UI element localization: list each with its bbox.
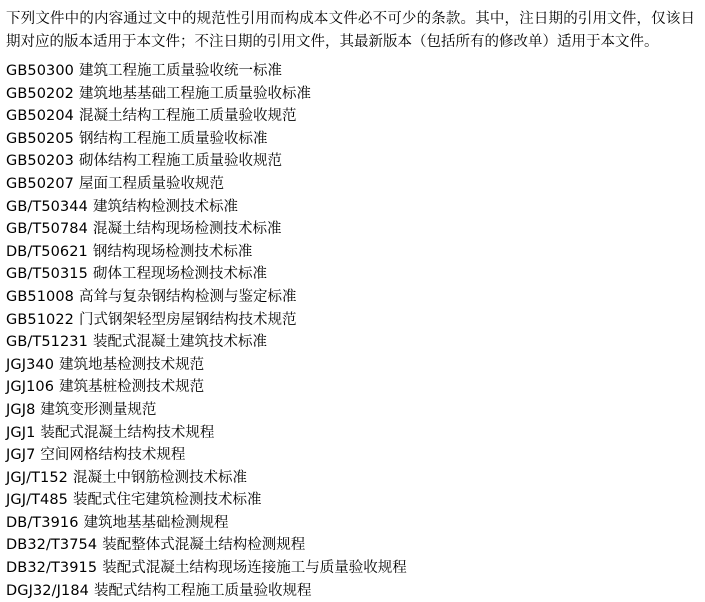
list-item bbox=[4, 512, 701, 535]
list-item bbox=[4, 580, 701, 602]
list-item bbox=[4, 489, 701, 512]
standard-title: 建筑地基基础工程施工质量验收标准 bbox=[79, 85, 312, 102]
standard-code: GB50300 bbox=[6, 63, 75, 79]
standard-code: JGJ106 bbox=[6, 379, 55, 396]
standard-title: 装配式混凝土建筑技术标准 bbox=[92, 334, 267, 351]
standard-title: 装配式结构工程施工质量验收规程 bbox=[93, 582, 312, 599]
standard-code: GB/T51231 bbox=[6, 334, 88, 351]
list-item bbox=[4, 241, 701, 264]
standard-title: 建筑基桩检测技术规范 bbox=[59, 379, 205, 396]
standard-title: 高耸与复杂钢结构检测与鉴定标准 bbox=[79, 288, 297, 305]
standard-code: GB50203 bbox=[6, 153, 75, 170]
list-item bbox=[4, 354, 701, 377]
list-item bbox=[4, 422, 701, 445]
list-item bbox=[4, 444, 701, 467]
standard-code: GB50207 bbox=[6, 175, 75, 192]
list-item bbox=[4, 331, 701, 354]
list-item bbox=[4, 534, 701, 557]
list-item bbox=[4, 309, 701, 332]
standard-code: GB51008 bbox=[6, 288, 75, 305]
standard-code: GB50204 bbox=[6, 108, 75, 125]
standard-code: DGJ32/J184 bbox=[6, 582, 89, 599]
standard-title: 混凝土中钢筋检测技术标准 bbox=[73, 469, 248, 486]
standard-title: 装配整体式混凝土结构检测规程 bbox=[102, 537, 306, 554]
list-item bbox=[4, 399, 701, 422]
standard-title: 建筑变形测量规范 bbox=[40, 401, 157, 418]
standard-title: 空间网格结构技术规程 bbox=[40, 447, 186, 464]
standard-title: 钢结构现场检测技术标准 bbox=[92, 243, 253, 260]
list-item bbox=[4, 83, 701, 106]
list-item bbox=[4, 467, 701, 490]
standard-code: DB/T50621 bbox=[6, 243, 88, 260]
list-item bbox=[4, 286, 701, 309]
standard-code: GB50205 bbox=[6, 130, 75, 147]
standards-list bbox=[4, 60, 701, 602]
standard-code: GB/T50344 bbox=[6, 198, 88, 215]
standard-code: GB/T50784 bbox=[6, 221, 88, 238]
standard-title: 建筑地基检测技术规范 bbox=[59, 356, 205, 373]
list-item bbox=[4, 173, 701, 196]
standard-code: JGJ7 bbox=[6, 447, 36, 464]
list-item bbox=[4, 150, 701, 173]
standard-title: 混凝土结构现场检测技术标准 bbox=[92, 221, 282, 238]
standard-title: 装配式混凝土结构技术规程 bbox=[40, 424, 215, 441]
list-item bbox=[4, 196, 701, 219]
standard-code: JGJ340 bbox=[6, 356, 55, 373]
list-item bbox=[4, 376, 701, 399]
standard-code: GB51022 bbox=[6, 311, 75, 328]
standard-code: JGJ8 bbox=[6, 401, 36, 418]
standard-code: JGJ1 bbox=[6, 424, 36, 441]
standard-title: 装配式混凝土结构现场连接施工与质量验收规程 bbox=[102, 560, 407, 577]
list-item bbox=[4, 263, 701, 286]
list-item bbox=[4, 60, 701, 83]
standard-title: 建筑结构检测技术标准 bbox=[92, 198, 238, 215]
standard-title: 装配式住宅建筑检测技术标准 bbox=[73, 492, 262, 509]
standard-title: 门式钢架轻型房屋钢结构技术规范 bbox=[79, 311, 297, 328]
standard-code: GB50202 bbox=[6, 85, 75, 102]
standard-code: JGJ/T485 bbox=[6, 492, 69, 509]
standard-code: DB/T3916 bbox=[6, 514, 79, 531]
list-item bbox=[4, 218, 701, 241]
standard-title: 钢结构工程施工质量验收标准 bbox=[79, 130, 268, 147]
standard-title: 砌体工程现场检测技术标准 bbox=[92, 266, 267, 283]
standard-title: 混凝土结构工程施工质量验收规范 bbox=[79, 108, 297, 125]
standard-code: JGJ/T152 bbox=[6, 469, 69, 486]
standard-title: 建筑地基基础检测规程 bbox=[83, 514, 229, 531]
list-item bbox=[4, 128, 701, 151]
list-item bbox=[4, 105, 701, 128]
standard-title: 砌体结构工程施工质量验收规范 bbox=[79, 153, 283, 170]
standard-code: DB32/T3915 bbox=[6, 560, 98, 577]
standard-code: DB32/T3754 bbox=[6, 537, 98, 554]
standard-title: 屋面工程质量验收规范 bbox=[79, 175, 225, 192]
normative-references-intro: 下列文件中的内容通过文中的规范性引用而构成本文件必不可少的条款。其中，注日期的引用文件，仅该日期对应的版本适用于本文件；不注日期的引用文件，其最新版本（包括所有的修改单）适用于本文件。 bbox=[6, 11, 695, 50]
standard-title: 建筑工程施工质量验收统一标准 bbox=[79, 63, 283, 79]
list-item bbox=[4, 557, 701, 580]
standard-code: GB/T50315 bbox=[6, 266, 88, 283]
